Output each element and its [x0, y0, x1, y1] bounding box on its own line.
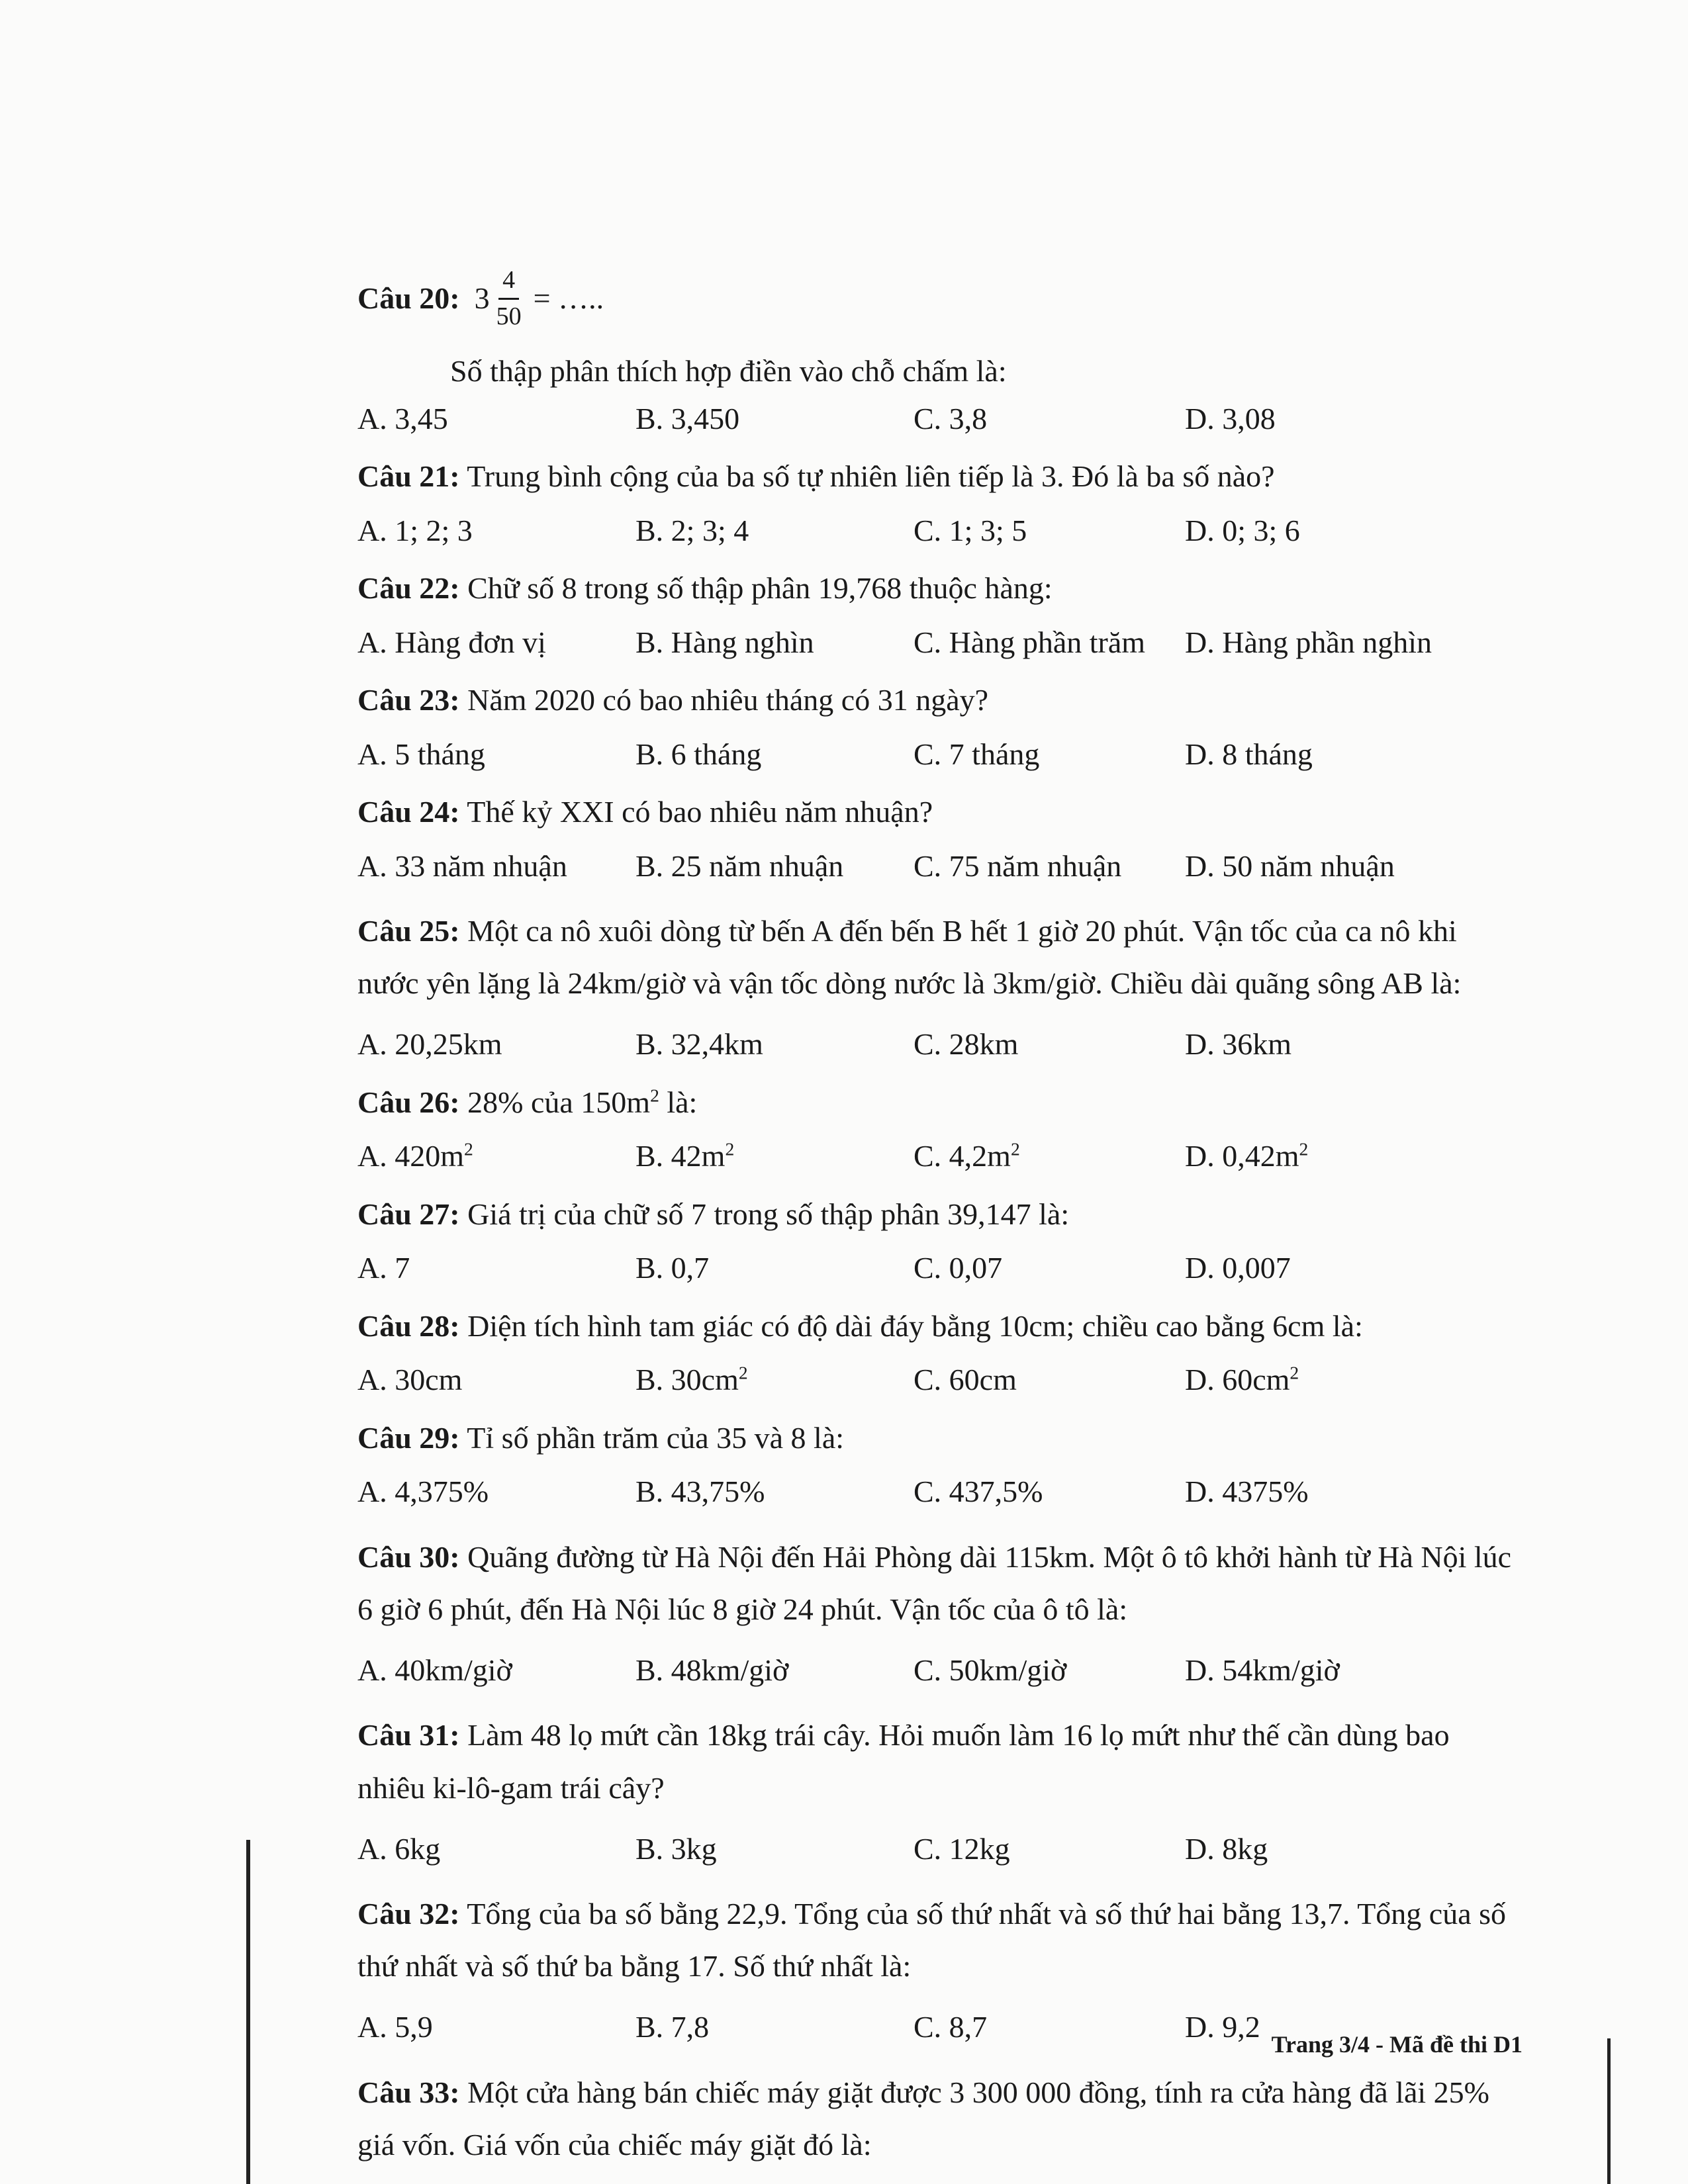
option-d: D. 50 năm nhuận	[1185, 848, 1395, 883]
option-c: C. 7 tháng	[914, 737, 1040, 771]
option-a: A. 5 tháng	[357, 737, 485, 771]
question-24	[357, 785, 1523, 897]
exam-content	[357, 265, 1523, 2177]
option-a: A. 1; 2; 3	[357, 513, 473, 547]
option-a: A. $420m^2$	[357, 1138, 473, 1173]
question-label: Câu 24:	[357, 795, 460, 829]
question-label: Câu 25:	[357, 914, 460, 948]
question-text: Năm 2020 có bao nhiêu tháng có 31 ngày?	[467, 683, 989, 717]
question-label: Câu 31:	[357, 1718, 460, 1752]
option-d: D. 36km	[1185, 1027, 1291, 1062]
question-label: Câu 23:	[357, 683, 460, 717]
option-c: C. $4,2m^2$	[914, 1138, 1020, 1173]
question-text: Tỉ số phần trăm của 35 và 8 là:	[467, 1420, 845, 1455]
option-c: C. 60cm	[914, 1363, 1017, 1397]
question-label: Câu 21:	[357, 459, 460, 493]
question-33	[357, 2058, 1523, 2177]
question-21	[357, 449, 1523, 561]
option-a: A. 7	[357, 1251, 410, 1285]
option-b: B. 32,4km	[635, 1027, 763, 1062]
question-label: Câu 33:	[357, 2075, 460, 2109]
option-d: D. 0; 3; 6	[1185, 513, 1300, 547]
option-a: A. 30cm	[357, 1363, 463, 1397]
option-b: B. 7,8	[635, 2010, 710, 2044]
option-a: A. 33 năm nhuận	[357, 848, 567, 883]
option-b: B. 0,7	[635, 1251, 710, 1285]
option-b: B. 6 tháng	[635, 737, 762, 771]
question-30-options	[357, 1642, 1523, 1702]
option-d: D. $0,42m^2$	[1185, 1138, 1309, 1173]
question-28	[357, 1299, 1523, 1411]
option-d: D. 0,007	[1185, 1251, 1291, 1285]
fraction-denominator: 50	[496, 302, 522, 330]
question-text: Một cửa hàng bán chiếc máy giặt được 3 300 000 đồng, tính ra cửa hàng đã lãi 25% giá vốn. Giá vốn của chiếc máy giặt đó là:	[357, 2075, 1489, 2161]
fraction	[492, 265, 526, 332]
scan-edge-right	[1607, 2038, 1611, 2184]
question-25-options	[357, 1016, 1523, 1075]
option-b: B. 3,450	[635, 401, 740, 435]
question-31	[357, 1701, 1523, 1880]
option-a: A. 3,45	[357, 401, 448, 435]
option-a: A. 40km/giờ	[357, 1653, 512, 1687]
option-d: D. 54km/giờ	[1185, 1653, 1340, 1687]
question-text: Làm 48 lọ mứt cần 18kg trái cây. Hỏi muốn làm 16 lọ mứt như thế cần dùng bao nhiêu ki-lô-gam trái cây?	[357, 1718, 1450, 1805]
question-22	[357, 561, 1523, 673]
question-21-options	[357, 502, 1523, 562]
question-28-options	[357, 1351, 1523, 1411]
option-b: B. 2; 3; 4	[635, 513, 749, 547]
option-d: D. 3,08	[1185, 401, 1276, 435]
question-20-prompt: Số thập phân thích hợp điền vào chỗ chấm là:	[450, 354, 1007, 388]
question-label: Câu 20:	[357, 281, 460, 316]
question-29	[357, 1411, 1523, 1523]
option-b: B. 3kg	[635, 1831, 717, 1866]
scan-edge-left	[246, 1840, 250, 2184]
option-c: C. 28km	[914, 1027, 1019, 1062]
question-31-options	[357, 1821, 1523, 1880]
option-b: B. $42m^2$	[635, 1138, 735, 1173]
question-20-stem	[357, 265, 1523, 352]
option-c: C. 0,07	[914, 1251, 1003, 1285]
mixed-number-whole: 3	[474, 281, 490, 316]
question-text: Trung bình cộng của ba số tự nhiên liên tiếp là 3. Đó là ba số nào?	[467, 459, 1275, 493]
question-label: Câu 26:	[357, 1085, 460, 1119]
question-text: Tổng của ba số bằng 22,9. Tổng của số thứ nhất và số thứ hai bằng 13,7. Tổng của số thứ nhất và số thứ ba bằng 17. Số thứ nhất là:	[357, 1897, 1507, 1983]
question-text: Một ca nô xuôi dòng từ bến A đến bến B hết 1 giờ 20 phút. Vận tốc của ca nô khi nước yên lặng là 24km/giờ và vận tốc dòng nước là 3km/giờ. Chiều dài quãng sông AB là:	[357, 914, 1462, 1001]
option-c: C. 3,8	[914, 401, 988, 435]
question-23-options	[357, 726, 1523, 786]
question-25	[357, 897, 1523, 1075]
question-26-options	[357, 1128, 1523, 1187]
question-20-options	[357, 390, 1523, 450]
option-c: C. 75 năm nhuận	[914, 848, 1122, 883]
page-footer: Trang 3/4 - Mã đề thi D1	[1271, 2031, 1523, 2058]
question-26	[357, 1075, 1523, 1187]
option-c: C. 12kg	[914, 1831, 1010, 1866]
question-text: 28% của 150m	[467, 1085, 651, 1119]
question-text: Quãng đường từ Hà Nội đến Hải Phòng dài 115km. Một ô tô khởi hành từ Hà Nội lúc 6 giờ 6 phút, đến Hà Nội lúc 8 giờ 24 phút. Vận tốc của ô tô là:	[357, 1539, 1512, 1626]
question-27-options	[357, 1240, 1523, 1299]
question-text: Giá trị của chữ số 7 trong số thập phân 39,147 là:	[467, 1197, 1070, 1231]
question-label: Câu 32:	[357, 1897, 460, 1931]
option-a: A. 20,25km	[357, 1027, 502, 1062]
option-a: A. 5,9	[357, 2010, 433, 2044]
option-b: B. 48km/giờ	[635, 1653, 789, 1687]
option-d: D. 4375%	[1185, 1475, 1309, 1509]
option-d: D. 9,2	[1185, 2010, 1260, 2044]
question-text: Chữ số 8 trong số thập phân 19,768 thuộc hàng:	[467, 571, 1053, 605]
question-24-options	[357, 838, 1523, 897]
option-b: B. Hàng nghìn	[635, 625, 814, 659]
option-b: B. 43,75%	[635, 1475, 765, 1509]
question-30	[357, 1523, 1523, 1702]
equation-tail: = …..	[533, 281, 604, 316]
option-d: D. 8 tháng	[1185, 737, 1313, 771]
option-b: B. 25 năm nhuận	[635, 848, 844, 883]
question-text-tail: là:	[659, 1085, 698, 1119]
question-22-options	[357, 614, 1523, 674]
question-29-options	[357, 1463, 1523, 1523]
question-20	[357, 265, 1523, 449]
option-d: D. Hàng phần nghìn	[1185, 625, 1432, 659]
question-text: Diện tích hình tam giác có độ dài đáy bằng 10cm; chiều cao bằng 6cm là:	[467, 1308, 1363, 1343]
question-label: Câu 27:	[357, 1197, 460, 1231]
option-c: C. 1; 3; 5	[914, 513, 1027, 547]
superscript: 2	[650, 1085, 659, 1106]
option-c: C. Hàng phần trăm	[914, 625, 1146, 659]
option-a: A. Hàng đơn vị	[357, 625, 546, 659]
question-label: Câu 29:	[357, 1420, 460, 1455]
option-a: A. 6kg	[357, 1831, 441, 1866]
question-label: Câu 28:	[357, 1308, 460, 1343]
question-27	[357, 1187, 1523, 1299]
fraction-numerator: 4	[498, 265, 519, 300]
question-23	[357, 673, 1523, 785]
option-c: C. 437,5%	[914, 1475, 1043, 1509]
option-c: C. 50km/giờ	[914, 1653, 1067, 1687]
option-c: C. 8,7	[914, 2010, 988, 2044]
question-label: Câu 30:	[357, 1539, 460, 1574]
option-b: B. $30cm^2$	[635, 1362, 748, 1397]
option-a: A. 4,375%	[357, 1475, 489, 1509]
option-d: D. 8kg	[1185, 1831, 1268, 1866]
question-label: Câu 22:	[357, 571, 460, 605]
question-text: Thế kỷ XXI có bao nhiêu năm nhuận?	[467, 795, 933, 829]
option-d: D. $60cm^2$	[1185, 1362, 1299, 1397]
